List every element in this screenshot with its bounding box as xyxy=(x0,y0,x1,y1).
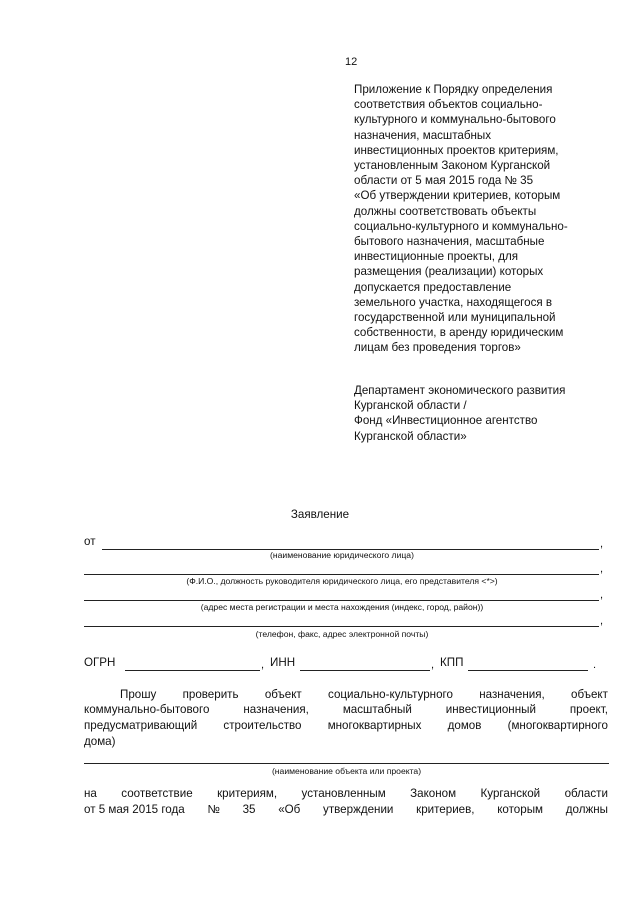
kpp-field[interactable] xyxy=(468,670,588,671)
addressee-line: Фонд «Инвестиционное агентство xyxy=(354,414,538,428)
from-label: от xyxy=(84,535,96,548)
document-title: Заявление xyxy=(290,508,350,521)
entity-name-hint: (наименование юридического лица) xyxy=(270,550,414,560)
comma-mark: , xyxy=(261,659,265,671)
tail-line xyxy=(84,802,608,818)
word: проверить xyxy=(182,688,239,701)
appendix-line: «Об утверждении критериев, которым xyxy=(354,189,561,203)
appendix-line: социально-культурного и коммунально- xyxy=(354,219,568,233)
word: (многоквартирного xyxy=(507,719,608,732)
kpp-label: КПП xyxy=(440,656,464,669)
appendix-line: Приложение к Порядку определения xyxy=(354,83,553,96)
tail-line xyxy=(84,786,608,802)
word: Прошу xyxy=(120,688,157,701)
page-number: 12 xyxy=(345,56,358,68)
word: коммунально-бытового xyxy=(84,703,210,716)
address-hint: (адрес места регистрации и места нахождения (индекс, город, район)) xyxy=(200,602,484,612)
word: предусматривающий xyxy=(84,719,198,732)
word: которым xyxy=(497,803,544,816)
appendix-line: культурного и коммунально-бытового xyxy=(354,113,556,127)
word: назначения, xyxy=(479,688,545,701)
appendix-line: должны соответствовать объекты xyxy=(354,204,537,218)
contacts-field[interactable] xyxy=(84,626,599,627)
request-line xyxy=(84,702,608,718)
head-name-field[interactable] xyxy=(84,574,599,575)
ogrn-field[interactable] xyxy=(125,670,260,671)
appendix-line: бытового назначения, масштабные xyxy=(354,235,545,249)
appendix-line: земельного участка, находящегося в xyxy=(354,295,553,309)
appendix-line: допускается предоставление xyxy=(354,280,512,294)
object-name-field[interactable] xyxy=(84,763,609,764)
appendix-line: назначения, масштабных xyxy=(354,128,492,142)
appendix-reference-block xyxy=(354,82,614,356)
word: домов xyxy=(447,719,482,732)
addressee-line: Курганской области» xyxy=(354,429,467,443)
appendix-line: лицам без проведения торгов» xyxy=(354,341,521,355)
word: объект xyxy=(571,688,608,701)
word: критериям, xyxy=(217,787,278,800)
appendix-line: государственной или муниципальной xyxy=(354,311,556,325)
addressee-line: Курганской области / xyxy=(354,399,467,413)
word: масштабный xyxy=(342,703,412,716)
word: № xyxy=(207,803,220,816)
word: критериев, xyxy=(416,803,475,816)
word: Законом xyxy=(410,787,457,800)
comma-mark: , xyxy=(600,589,604,601)
appendix-line: соответствия объектов социально- xyxy=(354,98,543,112)
word: от 5 мая 2015 года xyxy=(84,803,185,816)
addressee-line: Департамент экономического развития xyxy=(354,384,566,397)
appendix-line: инвестиционных проектов критериям, xyxy=(354,143,559,157)
appendix-line: области от 5 мая 2015 года № 35 xyxy=(354,174,534,188)
word: назначения, xyxy=(243,703,309,716)
word: строительство xyxy=(223,719,302,732)
word: социально-культурного xyxy=(328,688,453,701)
comma-mark: , xyxy=(600,538,604,550)
appendix-line: собственности, в аренду юридическим xyxy=(354,326,564,340)
word: утверждении xyxy=(323,803,394,816)
comma-mark: , xyxy=(600,563,604,575)
addressee-block xyxy=(354,383,616,444)
word: «Об xyxy=(278,803,301,816)
ogrn-label: ОГРН xyxy=(84,656,116,669)
word: на xyxy=(84,787,97,800)
word: области xyxy=(564,787,608,800)
word: проект, xyxy=(569,703,608,716)
contacts-hint: (телефон, факс, адрес электронной почты) xyxy=(255,629,429,639)
word: 35 xyxy=(242,803,256,816)
period-mark: . xyxy=(593,659,597,671)
word: соответствие xyxy=(121,787,193,800)
request-line xyxy=(84,718,608,734)
object-name-hint: (наименование объекта или проекта) xyxy=(271,766,422,776)
word: дома) xyxy=(84,735,116,748)
word: должны xyxy=(565,803,608,816)
request-line xyxy=(120,687,608,703)
request-line xyxy=(84,734,116,750)
head-name-hint: (Ф.И.О., должность руководителя юридического лица, его представителя <*>) xyxy=(186,576,498,586)
appendix-line: размещения (реализации) которых xyxy=(354,265,544,279)
inn-field[interactable] xyxy=(300,670,430,671)
comma-mark: , xyxy=(431,659,435,671)
appendix-line: установленным Законом Курганской xyxy=(354,159,551,173)
word: инвестиционный xyxy=(445,703,536,716)
word: объект xyxy=(264,688,302,701)
word: Курганской xyxy=(480,787,541,800)
inn-label: ИНН xyxy=(270,656,296,669)
comma-mark: , xyxy=(600,615,604,627)
word: многоквартирных xyxy=(327,719,422,732)
word: установленным xyxy=(301,787,386,800)
address-field[interactable] xyxy=(84,600,599,601)
appendix-line: инвестиционные проекты, для xyxy=(354,250,519,264)
